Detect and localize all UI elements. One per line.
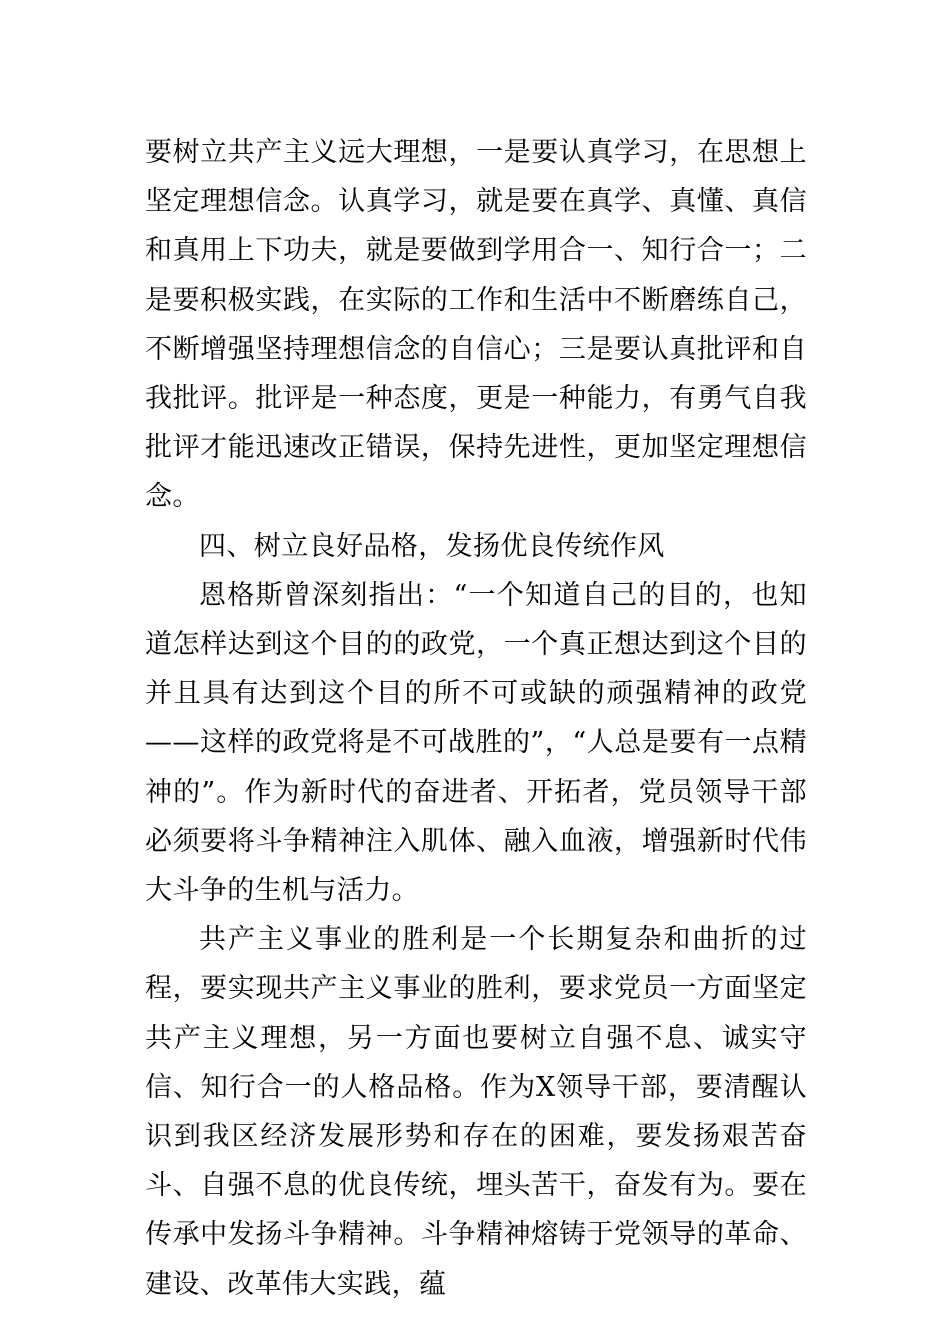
paragraph-engels-quote: 恩格斯曾深刻指出：“一个知道自己的目的，也知道怎样达到这个目的的政党，一个真正想达到这个目的并且具有达到这个目的所不可或缺的顽强精神的政党——这样的政党将是不可战胜的”，“人总是要有一点精神的”。作为新时代的奋进者、开拓者，党员领导干部必须要将斗争精神注入肌体、融入血液，增强新时代伟大斗争的生机与活力。 xyxy=(145,579,807,907)
document-body xyxy=(145,128,807,1309)
paragraph-communist-cause: 共产主义事业的胜利是一个长期复杂和曲折的过程，要实现共产主义事业的胜利，要求党员一方面坚定共产主义理想，另一方面也要树立自强不息、诚实守信、知行合一的人格品格。作为X领导干部，要清醒认识到我区经济发展形势和存在的困难，要发扬艰苦奋斗、自强不息的优良传统，埋头苦干，奋发有为。要在传承中发扬斗争精神。斗争精神熔铸于党领导的革命、建设、改革伟大实践，蕴 xyxy=(145,924,807,1300)
paragraph-continued: 要树立共产主义远大理想，一是要认真学习，在思想上坚定理想信念。认真学习，就是要在真学、真懂、真信和真用上下功夫，就是要做到学用合一、知行合一；二是要积极实践，在实际的工作和生活中不断磨练自己，不断增强坚持理想信念的自信心；三是要认真批评和自我批评。批评是一种态度，更是一种能力，有勇气自我批评才能迅速改正错误，保持先进性，更加坚定理想信念。 xyxy=(145,137,807,513)
section-heading-4: 四、树立良好品格，发扬优良传统作风 xyxy=(199,530,665,562)
